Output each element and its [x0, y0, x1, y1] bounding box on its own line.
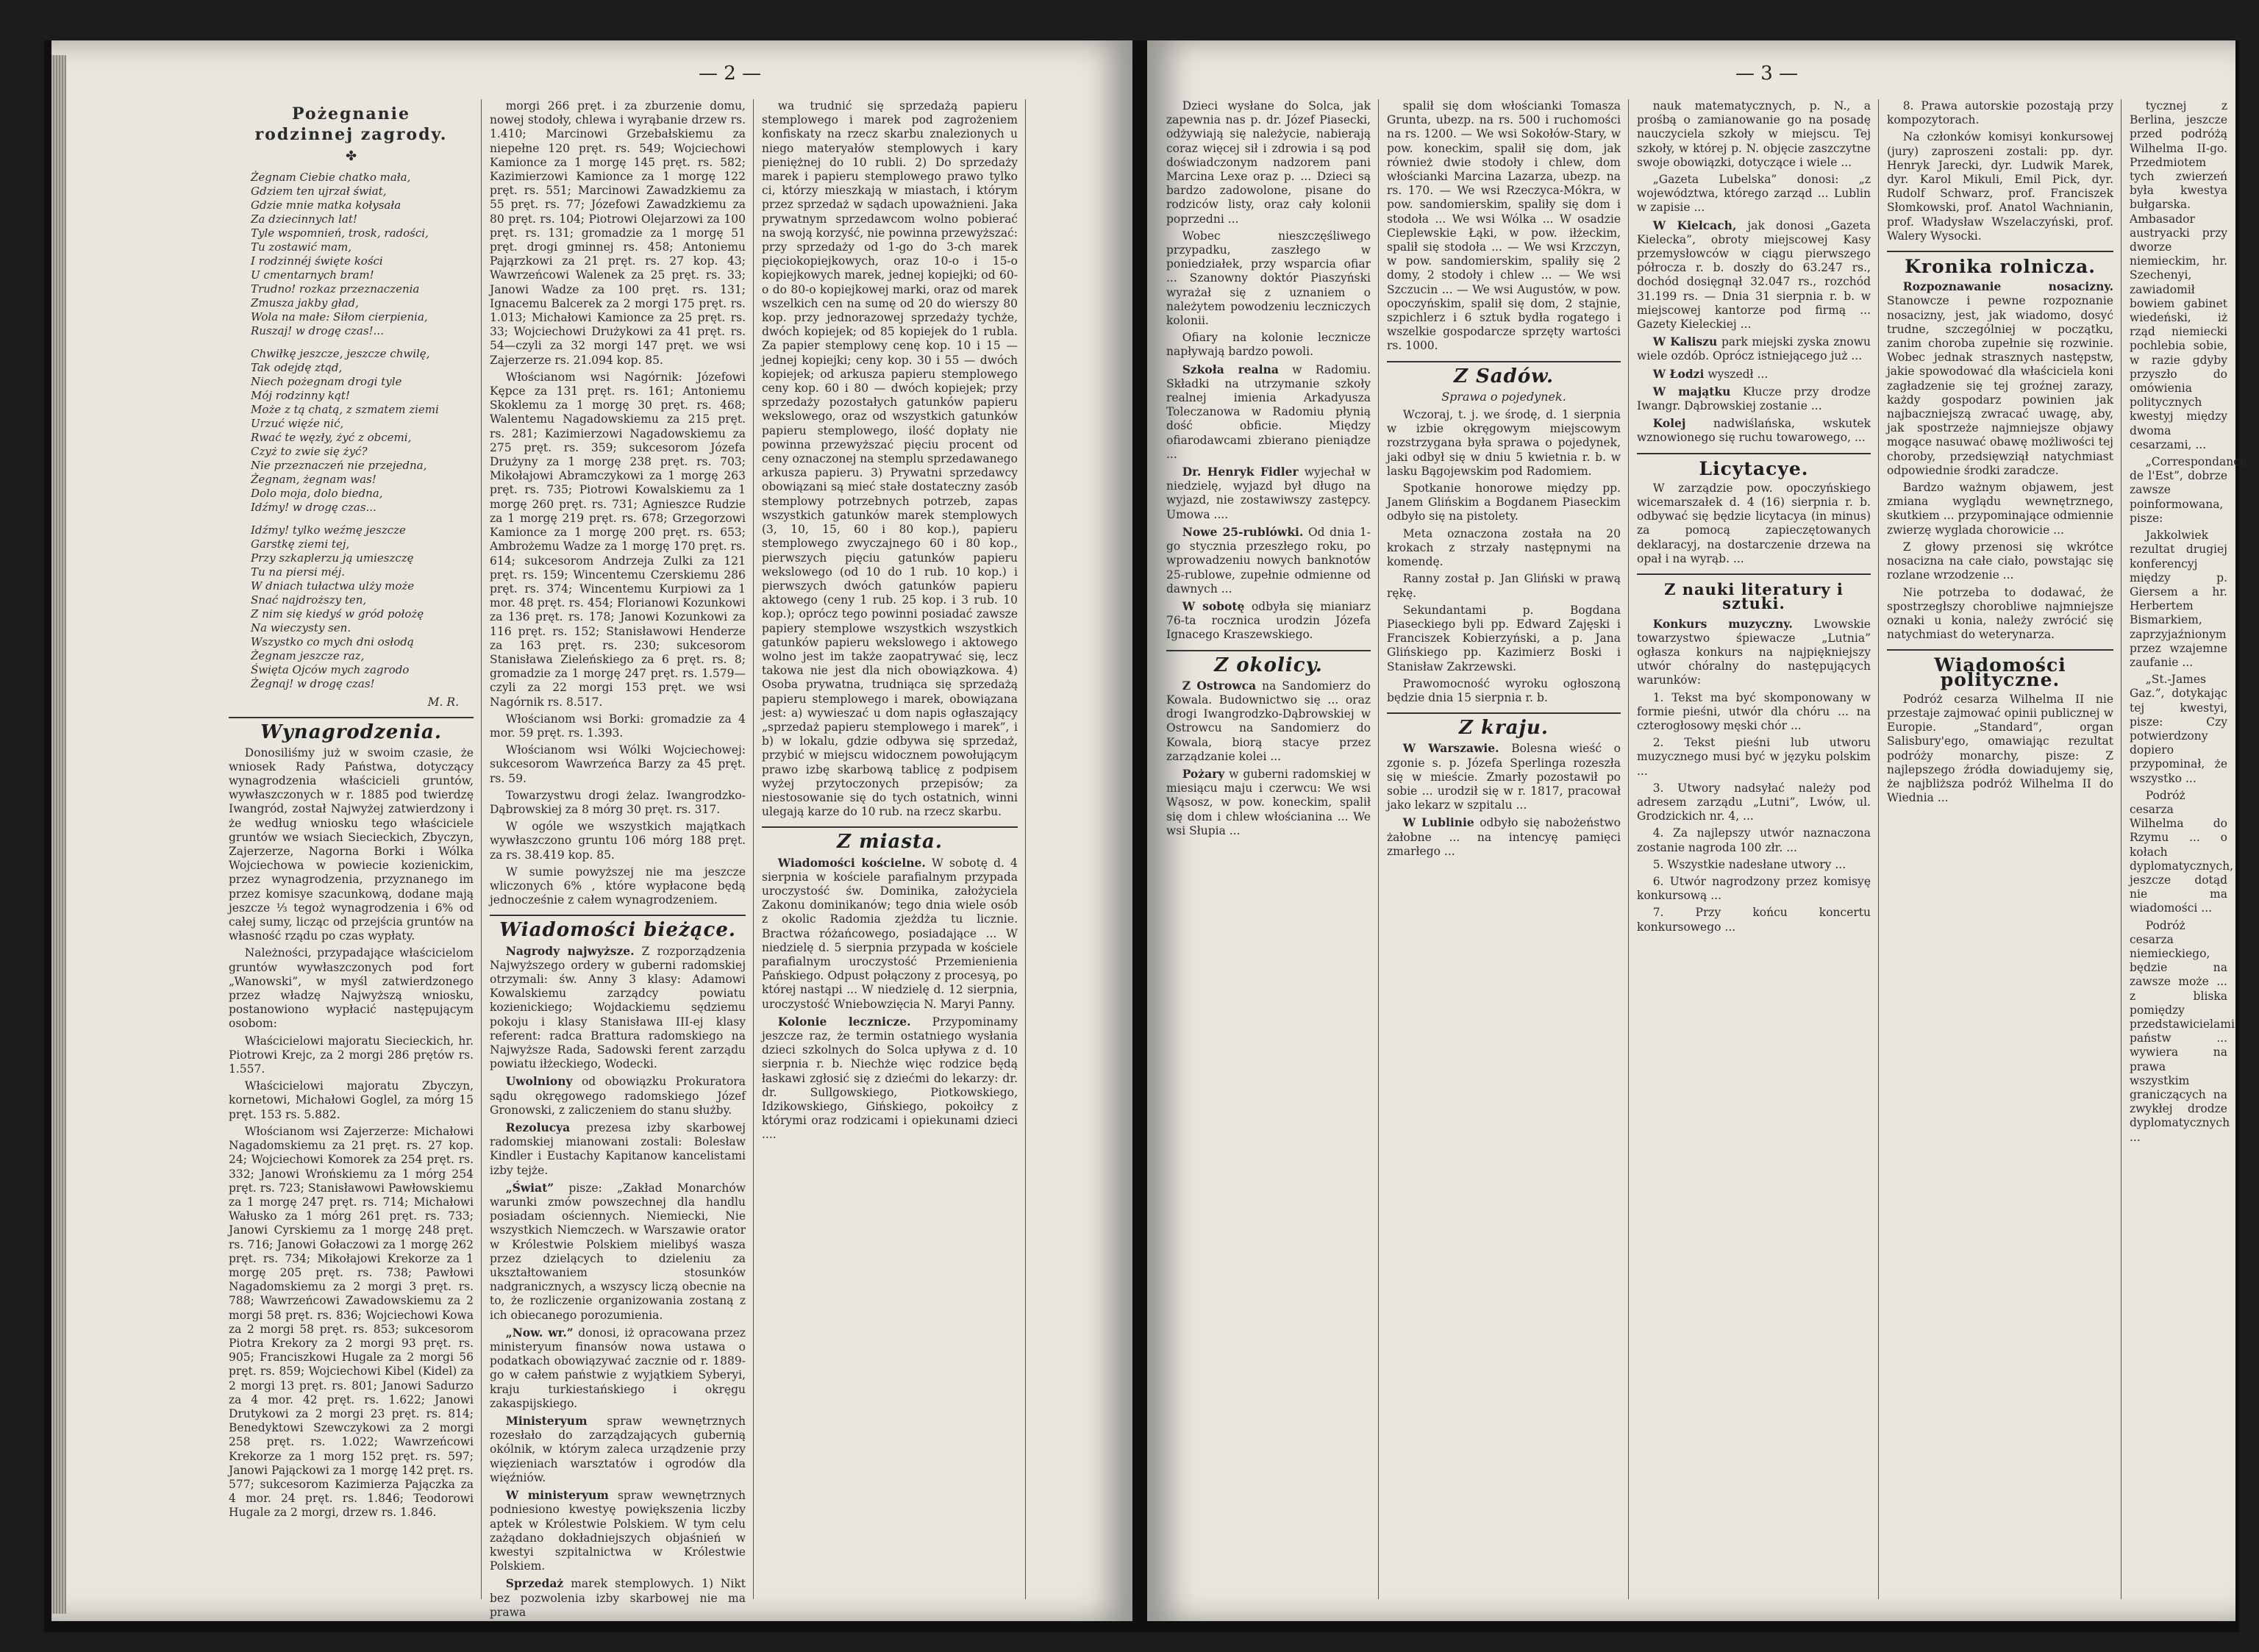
poem-line: Żegnaj! w drogę czas!	[251, 677, 375, 691]
news-text: 1. Tekst ma być skomponowany w formie pieśni, utwór dla chóru ... na czterogłosowy męski chór ...	[1637, 690, 1871, 732]
poem-line: Z nim się kiedyś w gród położę	[251, 607, 424, 621]
article-wynagrodzenia-cont	[490, 99, 746, 907]
news-text: prezesa izby skarbowej radomskiej mianowani zostali: Bolesław Kindler i Eustachy Kapitanow kancelistami izby tejże.	[490, 1121, 746, 1177]
news-item	[1387, 741, 1621, 812]
poem-line: Wola na małe: Siłom cierpienia,	[251, 310, 428, 324]
news-text: Z głowy przenosi się wkrótce nosacizna na całe ciało, powstając się rozlane wrzodzenie ...	[1887, 540, 2113, 582]
news-item	[1637, 218, 1871, 332]
news-item	[490, 1181, 746, 1323]
news-lead: Rozpoznawanie nosacizny.	[1902, 279, 2113, 294]
news-lead: Nowe 25-rublówki.	[1182, 524, 1304, 539]
news-lead: Kolej	[1652, 416, 1686, 431]
news-item	[1166, 465, 1371, 522]
article-sprzedaz	[762, 99, 1018, 819]
news-text: jak donosi „Gazeta Kielecka”, obroty miejscowej Kasy przemysłowców w ciągu pierwszego półrocza r. b. doszły do 63.247 rs., dochód dosięgnął 32.047 rs., rozchód 31.199 rs. — Dnia 31 sierpnia r. b. w miejscowej kantorze pod firmą ... Gazety Kieleckiej ...	[1637, 218, 1871, 332]
news-text: 2. Tekst pieśni lub utworu muzycznego musi być w języku polskim ...	[1637, 736, 1871, 778]
news-text: na Sandomierz do Kowala. Budownictwo się ... oraz drogi Iwangrodzko-Dąbrowskiej w Ostrowcu na Sandomierz do Kowala, biorą stacye przez zarządzanie kolei ...	[1166, 679, 1371, 763]
poem-line: Może z tą chatą, z szmatem ziemi	[251, 403, 439, 417]
news-item	[1637, 782, 1871, 824]
paragraph: „St.-James Gaz.”, dotykając tej kwestyi, pisze: Czy potwierdzony dopiero przypominał, że wszystko ...	[2130, 673, 2227, 785]
article-pojedynek	[1387, 408, 1621, 705]
ornament-icon: ✤	[345, 149, 357, 164]
poem-line: Idźmy! w drogę czas...	[251, 501, 376, 515]
news-list	[1387, 741, 1621, 859]
news-item	[1887, 481, 2113, 537]
column-c	[1632, 99, 1875, 1606]
paragraph: Jakkolwiek rezultat drugiej konferencyj między p. Giersem a hr. Herbertem Bismarkiem, zaprzyjaźnionym przez wzajemne zaufanie ...	[2130, 529, 2227, 669]
column-rule	[1878, 99, 1879, 1599]
news-lead: W Warszawie.	[1402, 741, 1499, 756]
news-item	[1166, 679, 1371, 764]
paragraph: Sekundantami p. Bogdana Piaseckiego byli pp. Edward Zajęski i Franciszek Kobierzyński, a p. Jana Glińskiego pp. Kazimierz Boski i Stanisław Zakrzewski.	[1387, 603, 1621, 673]
column-b	[1382, 99, 1625, 1606]
poem-line: Wszystko co mych dni osłodą	[251, 635, 414, 649]
news-item	[1887, 586, 2113, 643]
paragraph: „Correspondance de l'Est”, dobrze zawsze poinformowana, pisze:	[2130, 455, 2247, 525]
column-2	[485, 99, 750, 1619]
news-item	[1166, 599, 1371, 643]
poem-line: Gdziem ten ujrzał świat,	[251, 185, 387, 199]
poem-line: Gdzie mnie matka kołysała	[251, 199, 402, 212]
paragraph: Spotkanie honorowe między pp. Janem Glińskim a Bogdanem Piaseckim odbyło się na pistolety.	[1387, 482, 1621, 523]
news-text: w Radomiu. Składki na utrzymanie szkoły realnej imienia Arkadyusza Toleczanowa w Radomiu płynią dość obficie. Między ofiarodawcami zbierano pieniądze ...	[1166, 362, 1371, 461]
subheading: Sprawa o pojedynek.	[1441, 389, 1566, 404]
paragraph: Donosiliśmy już w swoim czasie, że wniosek Rady Państwa, dotyczący wynagrodzenia właścicieli gruntów, wywłaszczonych w r. 1885 pod twierdzę Iwangród, został Najwyżej zatwierdzony i że według wniosku tego właściciele gruntów we wsiach Siecieckich, Zbyczyn, Zajerzerze, Nagorna Borki i Wólka Wojciechowa w powiecie kozienickim, przez wynagrodzenia, przyznanego im przez komisye szacunkową, dodane mają jeszcze ⅓ tegoż wynagrodzenia i 6% od całej sumy, licząc od przejścia gruntów na własność rządu po czas wypłaty.	[229, 745, 474, 943]
column-rule	[1628, 99, 1629, 1599]
paragraph: „Gazeta Lubelska” donosi: „z województwa, którego zarząd ... Lublin w zapisie ...	[1637, 173, 1871, 215]
news-text: Bolesna wieść o zgonie s. p. Józefa Sperlinga rozeszła się w mieście. Zmarły pozostawił po sobie ... urodził się w r. 1817, pracował jako lekarz w szpitalu ...	[1387, 742, 1621, 812]
paragraph: Włościanom wsi Borki: gromadzie za 4 mor. 59 pręt. rs. 1.393.	[490, 712, 746, 740]
news-list	[762, 856, 1018, 1143]
section-heading-wiadomosci-biezace: Wiadomości bieżące.	[499, 919, 736, 942]
news-list	[1887, 693, 2113, 806]
divider	[1637, 573, 1871, 575]
poem-line: Garstkę ziemi tej,	[251, 537, 350, 551]
news-lead: W majątku	[1652, 384, 1731, 398]
poem-line: Urzuć więźe nić,	[251, 417, 344, 431]
poem-line: Snać najdroższy ten,	[251, 593, 367, 607]
column-a	[1162, 99, 1375, 1606]
news-lead: Rezolucya	[505, 1120, 571, 1135]
news-item	[762, 856, 1018, 1012]
news-lead: „Świat”	[505, 1180, 554, 1195]
article-prawa-autorskie	[1887, 99, 2113, 243]
column-rule	[481, 99, 482, 1599]
news-text: W sobotę d. 4 sierpnia w kościele parafialnym przypada uroczystość św. Dominika, założyciela Zakonu dominikanów; tego dnia wiele osób z okolic Radomia zjeżdża tu licznie. Bractwa różańcowego, posiadające ... W niedzielę d. 5 sierpnia przypada w kościele parafialnym uroczystość Przemienienia Pańskiego. Odpust połączony z procesyą, po której nastąpi ... W niedzielę d. 12 sierpnia, uroczystość Wniebowzięcia N. Maryi Panny.	[762, 856, 1018, 1011]
paragraph: Dzieci wysłane do Solca, jak zapewnia nas p. dr. Józef Piasecki, odżywiają się należycie, nabierają coraz więcej sił i zdrowia i są pod doświadczonym nadzorem pani Marcina Lexe oraz p. ... Dzieci są bardzo zadowolone, pisane do rodziców listy, oraz cały kolonii poprzedni ...	[1166, 99, 1371, 226]
news-item	[490, 1326, 746, 1411]
news-text: Z rozporządzenia Najwyższego ordery w guberni radomskiej otrzymali: św. Anny 3 klasy: Adamowi Kowalskiemu zarządcy powiatu kozienickiego; Wojdackiemu sędziemu pokoju i klasy Stanisława III-ej klasy referent: radca Brattura radomskiego na Najwyższe Rada, Sadowski ferent zarządu powiatu iłżeckiego, Wodecki.	[490, 944, 746, 1071]
news-item	[1637, 826, 1871, 854]
article-polityka-cont	[2130, 99, 2247, 1145]
divider	[1166, 650, 1371, 651]
news-text: Nie potrzeba to dodawać, że spostrzegłszy chorobliwe najmniejsze oznaki u konia, należy zwrócić się natychmiast do weterynarza.	[1887, 585, 2113, 642]
news-list	[490, 944, 746, 1620]
poem-title: Pożegnanie rodzinnej zagrody.	[254, 104, 448, 144]
poem-line: Na wieczysty sen.	[251, 621, 351, 635]
poem-line: Żegnam, żegnam was!	[251, 473, 376, 487]
news-item	[490, 1120, 746, 1178]
news-item	[490, 1488, 746, 1573]
paragraph: Należności, przypadające właścicielom gruntów wywłaszczonych pod fort „Wanowski”, w myśl zatwierdzonego przez władzę Najwyższą wniosku, postanowiono wypłacić następującym osobom:	[229, 946, 474, 1031]
news-text: pisze: „Zakład Monarchów warunki zmów powszechnej dla handlu posiadam ościennych. Niemiecki, Nie wszystkich Niemczech. w Warszawie orator w Królestwie Polskiem mielibyś wasza przez dzielących to dzieleniu za ukształtowaniem stosunków nadgranicznych, a wszyscy liczą obecnie na to, że rozliczenie organizowania zostaną z ich obiecanego porozumienia.	[490, 1181, 746, 1322]
page-number: — 2 —	[699, 62, 762, 85]
paragraph: Ranny został p. Jan Gliński w prawą rękę.	[1387, 572, 1621, 600]
poem-signature: M. R.	[427, 696, 459, 709]
poem-stanza-2	[229, 347, 474, 515]
news-item	[1166, 525, 1371, 596]
paragraph: Ofiary na kolonie lecznicze napływają bardzo powoli.	[1166, 331, 1371, 359]
news-lead: W Lublinie	[1402, 815, 1474, 830]
news-item	[1637, 906, 1871, 934]
divider	[490, 915, 746, 916]
poem-line: Rwać te węzły, żyć z obcemi,	[251, 431, 412, 445]
divider	[1387, 712, 1621, 714]
news-item	[1387, 815, 1621, 859]
news-text: od obowiązku Prokuratora sądu okręgowego radomskiego Józef Gronowski, z zaliczeniem do stanu służby.	[490, 1075, 746, 1117]
poem-line: Mój rodzinny kąt!	[251, 389, 350, 403]
section-heading-kronika-rolnicza: Kronika rolnicza.	[1905, 256, 2096, 278]
section-heading-wynagrodzenia: Wynagrodzenia.	[260, 721, 442, 744]
news-item	[1637, 335, 1871, 363]
section-heading-z-okolicy: Z okolicy.	[1214, 654, 1323, 676]
news-lead: Sprzedaż	[505, 1576, 564, 1591]
news-text: Od dnia 1-go stycznia przeszłego roku, po wprowadzeniu nowych banknotów 25-rublowe, zupełnie odmienne od dawnych ...	[1166, 525, 1371, 596]
poem-line: Żegnam jeszcze raz,	[251, 649, 365, 663]
news-text: nadwiślańska, wskutek wznowionego się ruchu towarowego, ...	[1637, 417, 1871, 445]
news-text: odbyła się mianiarz 76-ta rocznica urodzin Józefa Ignacego Kraszewskiego.	[1166, 599, 1371, 642]
poem-line: Tu na piersi méj.	[251, 565, 346, 579]
news-text: Stanowcze i pewne rozpoznanie nosacizny, jest, jak wiadomo, dosyć trudne, szczególniej w początku, zanim choroba zupełnie się rozwinie. Wobec jednak strasznych następstw, jakie spowodować dla właściciela koni zagładzenie się tej groźnej zarazy, każdy gospodarz powinien jak najbaczniejszą zwracać uwagę, aby, jak spostrzeże najmniejsze objawy mogące nasuwać obawę możliwości tej choroby, przedsięwziął natychmiast odpowiednie środki zaradcze.	[1887, 294, 2113, 477]
news-text: spraw wewnętrznych rozesłało do zarządzających gubernią okólnik, w którym zaleca urządzenie przy więzieniach warsztatów i ogrodów dla więźniów.	[490, 1415, 746, 1484]
news-item	[490, 1414, 746, 1485]
poem-line: Zmusza jakby gład,	[251, 296, 359, 310]
news-text: Lwowskie towarzystwo śpiewacze „Lutnia” ogłasza konkurs na najpiękniejszy utwór chóralny do następujących warunków:	[1637, 617, 1871, 687]
news-text: wyjechał w niedzielę, wyjazd był długo na wyjazd, nie zostawiwszy zastępcy. Umowa ....	[1166, 465, 1371, 521]
paragraph: tycznej z Berlina, jeszcze przed podróżą Wilhelma II-go. Przedmiotem tych zwierzeń była kwestya bułgarska. Ambasador austryacki przy dworze niemieckim, hr. Szechenyi, zawiadomił bowiem gabinet wiedeński, iż rząd niemiecki pochlebia sobie, w razie gdyby przyszło do omówienia politycznych kwestyj między dwoma cesarzami, ...	[2130, 99, 2227, 451]
article-pozary	[1387, 99, 1621, 354]
section-heading-z-kraju: Z kraju.	[1459, 717, 1549, 740]
news-item	[1637, 736, 1871, 779]
divider	[1887, 251, 2113, 252]
poem-line: U cmentarnych bram!	[251, 268, 374, 282]
paragraph: Na członków komisyi konkursowej (jury) zaproszeni zostali: pp. dyr. Henryk Jarecki, dyr. Ludwik Marek, dyr. Karol Mikuli, Emil Pick, dyr. Rudolf Schwarz, prof. Franciszek Słomkowski, prof. Anatol Wachnianin, prof. Władysław Wszelaczyński, prof. Walery Wysocki.	[1887, 130, 2113, 243]
news-text: 3. Utwory nadsyłać należy pod adresem zarządu „Lutni”, Lwów, ul. Grodzickich nr. 4, ...	[1637, 781, 1871, 823]
news-item	[490, 944, 746, 1072]
paragraph: Prawomocność wyroku ogłoszoną będzie dnia 15 sierpnia r. b.	[1387, 676, 1621, 704]
section-heading-z-nauki: Z nauki literatury i sztuki.	[1664, 580, 1844, 613]
divider	[762, 826, 1018, 828]
news-list	[1637, 617, 1871, 934]
news-list	[1166, 362, 1371, 643]
column-d	[1882, 99, 2118, 1606]
news-item	[1637, 691, 1871, 734]
article-wynagrodzenia	[229, 746, 474, 1520]
column-rule	[1025, 99, 1026, 1599]
paragraph: Meta oznaczona została na 20 krokach z strzały następnymi na komendę.	[1387, 526, 1621, 569]
paragraph: Wczoraj, t. j. we środę, d. 1 sierpnia w izbie okręgowym miejscowym rozstrzygana była sprawa o pojedynek, jaki odbył się w dniu 5 kwietnia r. b. w lasku Bągojewskim pod Radomiem.	[1387, 408, 1621, 478]
divider	[1887, 649, 2113, 651]
column-3	[757, 99, 1022, 1606]
news-lead: Nagrody najwyższe.	[505, 943, 635, 958]
paragraph: W sumie powyższej nie ma jeszcze wliczonych 6% , które wypłacone będą jednocześnie z całem wynagrodzeniem.	[490, 865, 746, 907]
news-lead: „Now. wr.”	[505, 1325, 574, 1340]
poem-line: Za dziecinnych lat!	[251, 212, 357, 226]
section-heading-licytacye: Licytacye.	[1699, 457, 1809, 479]
news-text: Podróż cesarza Wilhelma II nie przestaje zajmować opinii publicznej w Europie. „Standard”, organ Salisbury'ego, omawiając rezultat podróży monarchy, pisze: Z najlepszego źródła dowiadujemy się, że najbliższa podróż Wilhelma II do Wiednia ...	[1887, 692, 2113, 805]
news-text: 6. Utwór nagrodzony przez komisyę konkursową ...	[1637, 874, 1871, 903]
news-item	[1637, 875, 1871, 903]
news-item	[1887, 540, 2113, 583]
news-text: 4. Za najlepszy utwór naznaczona zostanie nagroda 100 złr. ...	[1637, 826, 1871, 854]
news-lead: W Kielcach,	[1652, 218, 1737, 232]
news-lead: Konkurs muzyczny.	[1652, 616, 1793, 631]
paragraph: Właścicielowi majoratu Zbyczyn, kornetowi, Michałowi Goglel, za mórg 15 pręt. 153 rs. 5.882.	[229, 1079, 474, 1121]
poem-line: Niech pożegnam drogi tyle	[251, 375, 402, 389]
column-1	[224, 99, 478, 1606]
poem-line: Trudno! rozkaz przeznaczenia	[251, 282, 420, 296]
news-text: donosi, iż opracowana przez ministeryum finansów nowa ustawa o podatkach obowiązywać zacznie od r. 1889-go w całem państwie z wyjątkiem Syberyi, kraju turkiestańskiego i okręgu zakaspijskiego.	[490, 1326, 746, 1410]
news-lead: Wiadomości kościelne.	[777, 855, 926, 870]
poem-line: Chwiłkę jeszcze, jeszcze chwilę,	[251, 347, 430, 361]
poem-line: Czyż to zwie się żyć?	[251, 445, 368, 459]
paragraph: Podróż cesarza niemieckiego, będzie na zawsze może ... z bliska pomiędzy przedstawicielami państw ... wywiera na prawa wszystkim graniczących na zwykłej drodze dyplomatycznych ...	[2130, 918, 2235, 1144]
news-lead: Z Ostrowca	[1182, 678, 1257, 693]
news-lead: W ministeryum	[505, 1488, 609, 1503]
open-newspaper-spread	[44, 40, 2247, 1632]
news-text: Przypominamy jeszcze raz, że termin ostatniego wysłania dzieci szkolnych do Solca upływa z d. 10 sierpnia r. b. Niechże więc rodzice będą łaskawi zgłosić się z dziećmi do lekarzy: dr. dr. Sullgowskiego, Piotkowskiego, Idzikowskiego, Gińskiego, pokoiłcy z którymi oraz rodzicami i opiekunami dzieci ....	[762, 1015, 1018, 1142]
paragraph: Właścicielowi majoratu Siecieckich, hr. Piotrowi Krejc, za 2 morgi 286 prętów rs. 1.557.	[229, 1034, 474, 1076]
poem-stanza-3	[229, 523, 474, 691]
divider	[1387, 361, 1621, 362]
poem-line: Idźmy! tylko weźmę jeszcze	[251, 523, 406, 537]
section-heading-z-sadow: Z Sadów.	[1454, 365, 1554, 387]
paragraph: Wobec nieszczęśliwego przypadku, zaszłego w poniedziałek, przy wsparcia ofiar ... Szanowny doktór Piaszyński wyrażał się z uznaniem o należytem powodzeniu leczniczych kolonii.	[1166, 229, 1371, 328]
divider	[229, 717, 474, 718]
news-text: spraw wewnętrznych podniesiono kwestyę powiększenia liczby aptek w Królestwie Polskiem. W tym celu zażądano dokładniejszych objaśnień w kwestyi szpitalnictwa w Królestwie Polskiem.	[490, 1489, 746, 1573]
page-number: — 3 —	[1735, 62, 1799, 85]
paragraph: Włościanom wsi Wólki Wojciechowej: sukcesorom Wawrzeńca Barzy za 45 pręt. rs. 59.	[490, 743, 746, 785]
news-item	[490, 1074, 746, 1118]
poem-line: Święta Ojców mych zagrodo	[251, 663, 410, 677]
news-lead: Dr. Henryk Fidler	[1182, 465, 1299, 479]
poem-line: Tak odejdę ztąd,	[251, 361, 343, 375]
news-item	[490, 1576, 746, 1620]
poem-line: Dolo moja, dolo biedna,	[251, 487, 383, 501]
column-rule	[753, 99, 754, 1599]
poem-line: Tyle wspomnień, trosk, radości,	[251, 226, 429, 240]
news-text: park miejski zyska znowu wiele ozdób. Oprócz istniejącego już ...	[1637, 335, 1871, 363]
paragraph: spalił się dom włościanki Tomasza Grunta, ubezp. na rs. 500 i ruchomości na rs. 1200. — We wsi Sokołów-Stary, w pow. koneckim, spalił się dom, jak również dwie stodoły i chlew, dom włościanki Marcina Lazarza, ubezp. na rs. 170. — We wsi Rzeczyca-Mókra, w pow. sandomierskim, spaliły się dom i stodoła ... We wsi Wólka ... W osadzie Cieplewskie Łąki, w pow. iłżeckim, spalił się stodoła ... — We wsi Krzczyn, w pow. sandomierskim, spaliły się 2 domy, 2 stodoły i chlew ... — We wsi Szczucin ... — We wsi Augustów, w pow. opoczyńskim, spalił się dom, 2 stajnie, szpichlerz i 6 sztuk bydła rogatego i wszelkie gospodarcze sprzęty wartości rs. 1000.	[1387, 99, 1621, 353]
news-lead: Pożary	[1182, 766, 1225, 781]
news-text: 7. Przy końcu koncertu konkursowego ...	[1637, 906, 1871, 934]
paragraph: nauk matematycznych, p. N., a prośbą o zamianowanie go na posadę nauczyciela szkoły w miejscu. Tej szkoły, w której p. N. objęcie zaszczytne swoje obowiązki, dotyczące i wiele ...	[1637, 99, 1871, 169]
poem-line: W dniach tułactwa ulży może	[251, 579, 415, 593]
section-heading-z-miasta: Z miasta.	[837, 831, 943, 854]
page-stack-edge	[51, 55, 66, 1614]
paragraph: morgi 266 pręt. i za zburzenie domu, nowej stodoły, chlewa i wyrąbanie drzew rs. 1.410; Marcinowi Grzebałskiemu za niepełne 120 pręt. rs. 549; Wojciechowi Kamionce za 1 morgę 145 pręt. rs. 582; Kazimierzowi Kamionce za 1 morgę 122 pręt. rs. 551; Marcinowi Zawadzkiemu za 55 pręt. rs. 77; Józefowi Zawadzkiemu za 80 pręt. rs. 104; Piotrowi Olejarzowi za 100 pręt. rs. 131; gromadzie za 1 morgę 51 pręt. drogi gminnej rs. 458; Antoniemu Pająrzkowi za 21 pręt. rs. 27 kop. 43; Wawrzeńcowi Walenek za 25 pręt. rs. 33; Janowi Wadze za 100 pręt. rs. 131; Ignacemu Balcerek za 2 morgi 175 pręt. rs. 1.013; Michałowi Kamionce za 25 pręt. rs. 33; Wojciechowi Drużykowi za 41 pręt. rs. 54—czyli za 32 morgi 147 pręt. we wsi Zajerzerze rs. 21.094 kop. 85.	[490, 99, 746, 367]
paragraph: W ogóle we wszystkich majątkach wywłaszczono gruntu 106 mórg 188 pręt. za rs. 38.419 kop. 85.	[490, 820, 746, 862]
poem-line: Przy szkaplerzu ją umieszczę	[251, 551, 414, 565]
news-lead: Szkoła realna	[1182, 362, 1279, 376]
news-text: marek stemplowych. 1) Nikt bez pozwolenia izby skarbowej nie ma prawa	[490, 1577, 746, 1619]
news-item	[1637, 367, 1871, 382]
news-item	[1887, 693, 2113, 806]
paragraph: Włościanom wsi Zajerzerze: Michałowi Nagadomskiemu za 21 pręt. rs. 27 kop. 24; Wojciechowi Komorek za 254 pręt. rs. 332; Janowi Wrońskiemu za 1 mórg 254 pręt. rs. 723; Stanisławowi Pawłowskiemu za 1 morgę 247 pręt. rs. 714; Michałowi Wałusko za 1 mórg 261 pręt. rs. 733; Janowi Cyrskiemu za 1 morgę 248 pręt. rs. 716; Janowi Gołaczowi za 1 morgę 262 pręt. rs. 734; Mikołajowi Krekorze za 1 morgę 205 pręt. rs. 738; Pawłowi Nagadomskiemu za 2 morgi 3 pręt. rs. 788; Wawrzeńcowi Zawadowskiemu za 2 morgi 58 pręt. rs. 836; Wojciechowi Kowa za 2 morgi 58 pręt. rs. 853; sukcesorom Piotra Krekory za 2 morgi 93 pręt. rs. 905; Franciszkowi Hugale za 2 morgi 56 pręt. rs. 859; Wojciechowi Kibel (Kidel) za 2 morgi 13 pręt. rs. 801; Janowi Sadurzo za 4 mor. 42 pręt. rs. 1.622; Janowi Drutykowi za 2 morgi 23 pręt. rs. 814; Benedyktowi Szewczykowi za 2 morgi 258 pręt. rs. 1.022; Wawrzeńcowi Krekorze za 1 morg 152 pręt. rs. 597; Janowi Pająckowi za 1 morgę 142 pręt. rs. 577; sukcesorom Kazimierza Pajączka za 4 mor. 24 pręt. rs. 1.846; Teodorowi Hugale za 2 morgi, drzew rs. 1.846.	[229, 1124, 474, 1520]
news-lead: W sobotę	[1182, 598, 1245, 613]
news-lead: W Kaliszu	[1652, 335, 1718, 349]
news-item	[1637, 617, 1871, 688]
poem-line: I rodzinnéj święte kości	[251, 254, 383, 268]
poem-line: Żegnam Ciebie chatko mała,	[251, 171, 411, 185]
news-lead: W Łodzi	[1652, 366, 1705, 381]
news-lead: Kolonie lecznicze.	[777, 1014, 911, 1029]
column-gutter-fragment	[1029, 99, 1132, 1606]
paragraph: 8. Prawa autorskie pozostają przy kompozytorach.	[1887, 99, 2113, 127]
news-list	[1166, 679, 1371, 838]
article-kolonie	[1166, 99, 1371, 360]
section-heading-wiadomosci-polityczne: Wiadomości polityczne.	[1934, 654, 2066, 690]
left-page	[51, 40, 1132, 1621]
news-item	[1166, 362, 1371, 462]
news-lead: Ministeryum	[505, 1414, 588, 1428]
news-item	[1637, 385, 1871, 413]
paragraph: Podróż cesarza Wilhelma do Rzymu ... o kołach dyplomatycznych, jeszcze dotąd nie ma wiadomości ...	[2130, 788, 2233, 915]
news-text: wyszedł ...	[1707, 367, 1769, 381]
news-list	[1637, 218, 1871, 446]
news-text: w guberni radomskiej w miesiącu maju i czerwcu: We wsi Wąsosz, w pow. koneckim, spalił się dom i chlew włościanina ... We wsi Słupia ...	[1166, 767, 1371, 837]
column-rule	[1378, 99, 1379, 1599]
paragraph: Włościanom wsi Nagórnik: Józefowi Kępce za 131 pręt. rs. 161; Antoniemu Skoklemu za 1 morgę 30 pręt. rs. 468; Walentemu Nagadowskiemu za 215 pręt. rs. 281; Kazimierzowi Nagadowskiemu za 275 pręt. rs. 359; sukcesorom Józefa Drużyny za 1 morgę 238 pręt. rs. 703; Mikołajowi Abramczykowi za 1 morgę 263 pręt. rs. 735; Piotrowi Kowalskiemu za 1 morgę 260 pręt. rs. 731; Agnieszce Rudzie za 1 morgę 219 pręt. rs. 678; Grzegorzowi Kamionce za 1 morgę 200 pręt. rs. 653; Ambrożemu Wadze za 1 morgę 170 pręt. rs. 614; sukcesorom Andrzeja Zulki za 121 pręt. rs. 159; Wincentemu Czerskiemu 286 pręt. rs. 374; Wincentemu Kurpiowi za 1 mor. 48 pręt. rs. 454; Florianowi Kozunkowi za 136 pręt. rs. 178; Janowi Kozunkowi za 116 pręt. rs. 152; Stanisławowi Henderze za 163 pręt. rs. 230; sukcesorom Stanisława Zieleńskiego za 6 pręt. rs. 8; gromadzie za 1 morgę 247 pręt. rs. 1.579—czyli za 22 morgi 153 pręt. we wsi Nagórnik rs. 8.517.	[490, 370, 746, 709]
news-lead: Uwolniony	[505, 1074, 573, 1089]
poem-line: Nie przeznaczeń nie przejedna,	[251, 459, 427, 473]
news-list	[1887, 279, 2113, 642]
poem-stanza-1	[229, 171, 474, 338]
right-page	[1147, 40, 2247, 1621]
news-item	[1637, 416, 1871, 445]
poem-line: Tu zostawić mam,	[251, 240, 351, 254]
news-item	[1166, 767, 1371, 838]
news-text: Bardzo ważnym objawem, jest zmiana wyglądu wewnętrznego, skutkiem ... przypominające odmiennie zwierzę wyglada chorowicie ...	[1887, 481, 2113, 537]
poem-line: Ruszaj! w drogę czas!...	[251, 324, 384, 338]
column-e	[2125, 99, 2247, 1606]
article-nauczyciel	[1637, 99, 1871, 215]
news-item	[762, 1015, 1018, 1143]
news-item	[1887, 279, 2113, 478]
article-licytacye: W zarządzie pow. opoczyńskiego wicemarszałek d. 4 (16) sierpnia r. b. odbywać się będzie licytacya (in minus) za pomocą zapieczętowanych deklaracyj, na dostarczenie drzewa na opał i na wyrąb. ...	[1637, 481, 1871, 565]
news-text: 5. Wszystkie nadesłane utwory ...	[1652, 857, 1846, 871]
news-item	[1637, 858, 1871, 872]
paragraph: Towarzystwu drogi żelaz. Iwangrodzko-Dąbrowskiej za 8 mórg 30 pręt. rs. 317.	[490, 788, 746, 816]
paragraph: wa trudnić się sprzedażą papieru stemplowego i marek pod zagrożeniem konfiskaty na rzecz skarbu znalezionych u niego materyałów stemplowych i kary pieniężnej do 10 rubli. 2) Do sprzedaży marek i papieru stemplowego prawo tylko ci, którzy mieszkają w miastach, i którym przez sprzedaż w sądach upoważnieni. Jaka prywatnym sprzedawcom wolno pobierać na swoją korzyść, nie powinna przewyższać: przy sprzedaży od 1-go do 3-ch marek pięciokopiejkowych, oraz 10-o i 15-o kopiejkowych marek, jednej kopiejki; od 60-o do 80-o kopiejkowej marki, oraz od marek wszelkich cen na sumę od 20 do wierszy 80 kop. przy jednorazowej sprzedaży tychże, dwóch kopiejek; od 85 kopiejek do 1 rubla. Za papier stemplowy cenę kop. 10 i 15 — jednej kopiejki; ceny kop. 30 i 55 — dwóch kopiejek; od arkusza papieru stemplowego ceny kop. 60 i 80 — dwóch kopiejek; przy sprzedaży pozostałych gatunków papieru wekslowego, oraz od wszystkich gatunków papieru stemplowego, ilość dopłaty nie powinna przewyższać pięciu procent od ceny oznaczonej na stemplu sprzedawanego arkusza papieru. 3) Prywatni sprzedawcy obowiązani są mieć stałe dostateczny zasób stemplowy potrzebnych potrzeb, zapas wszystkich gatunków marek stemplowych (3, 10, 15, 60 i 80 kop.), papieru stemplowego zwyczajnego 60 i 80 kop., pierwszych pięciu gatunków papieru wekslowego (od 10 do 1 rub. 10 kop.) i pierwszych dwóch gatunków papieru aktowego (ceny 1 rub. 25 kop. i 3 rub. 10 kop.); oprócz tego powinni posiadać zawsze papiery stemplowe wszystkich wszystkich gatunków papieru wekslowego i aktowego wolno jest im także zaopatrywać się, lecz takowa nie jest dla nich obowiązkowa. 4) Osoba prywatna, trudniąca się sprzedażą papieru stemplowego i marek, obowiązana jest: a) wywieszać u dom napis ogłaszający „sprzedaż papieru stemplowego i marek”, i b) w lokalu, gdzie odbywa się sprzedaż, przybić w miejscu widocznem powołującym prawo izbę skarbową tablicę z podpisem wyżej przytoczonych przepisów; za niestosowanie się do tych ostatnich, winni ulegają karze do 10 rub. na rzecz skarbu.	[762, 99, 1018, 819]
news-text: Kłucze przy drodze Iwangr. Dąbrowskiej zostanie ...	[1637, 385, 1871, 413]
news-text: odbyło się nabożeństwo żałobne ... na intencyę pamięci zmarłego ...	[1387, 816, 1621, 858]
divider	[1637, 453, 1871, 454]
